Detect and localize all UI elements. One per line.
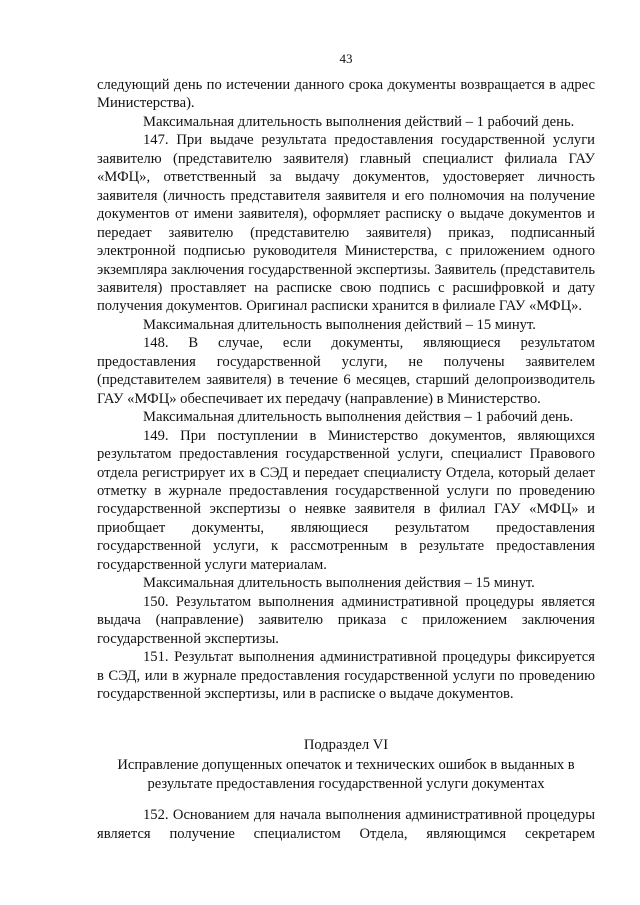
- subsection-title-line-1: Исправление допущенных опечаток и технических ошибок в выданных в: [117, 757, 575, 773]
- subsection-title-line-2: результате предоставления государственной услуги документах: [147, 776, 545, 792]
- paragraph-150: 150. Результатом выполнения административной процедуры является выдача (направление) заявителю приказа с приложением заключения государственной экспертизы.: [97, 593, 595, 647]
- paragraph-152: 152. Основанием для начала выполнения административной процедуры является получение специалистом Отдела, являющимся секретарем: [97, 807, 595, 842]
- paragraph-continuation: следующий день по истечении данного срока документы возвращается в адрес Министерства).: [97, 77, 595, 112]
- paragraph-duration-3: Максимальная длительность выполнения действия – 1 рабочий день.: [143, 409, 574, 426]
- page-number: 43: [339, 51, 353, 66]
- paragraph-151: 151. Результат выполнения административной процедуры фиксируется в СЭД, или в журнале предоставления государственной услуги по проведению государственной экспертизы, или в расписке о выдаче документов.: [97, 649, 595, 702]
- subsection-heading: [97, 736, 595, 794]
- paragraph-147: 147. При выдаче результата предоставления государственной услуги заявителю (представителю заявителя) главный специалист филиала ГАУ «МФЦ», ответственный за выдачу документов, удостоверяет личность заявителя (личность представителя заявителя и его полномочия на получение документов от имени заявителя), оформляет расписку о выдаче документов и передает заявителю (представителю заявителя) приказ, подписанный электронной подписью руководителя Министерства, с приложением одного экземпляра заключения государственной экспертизы. Заявитель (представитель заявителя) проставляет на расписке свою подпись с расшифровкой и дату получения документов. Оригинал расписки хранится в филиале ГАУ «МФЦ».: [97, 132, 595, 315]
- paragraph-duration-1: Максимальная длительность выполнения действий – 1 рабочий день.: [143, 113, 575, 130]
- document-body: [97, 76, 595, 703]
- subsection-number: Подраздел VI: [303, 737, 389, 753]
- paragraph-duration-4: Максимальная длительность выполнения действия – 15 минут.: [143, 575, 535, 592]
- paragraph-149: 149. При поступлении в Министерство документов, являющихся результатом предоставления государственной услуги, специалист Правового отдела регистрирует их в СЭД и передает специалисту Отдела, который делает отметку в журнале предоставления государственной услуги по проведению государственной экспертизы о неявке заявителя в филиал ГАУ «МФЦ» и приобщает документы, являющиеся результатом предоставления государственной услуги, к рассмотренным в результате предоставления государственной услуги материалам.: [97, 427, 595, 573]
- paragraph-148: 148. В случае, если документы, являющиеся результатом предоставления государственной услуги, не получены заявителем (представителем заявителя) в течение 6 месяцев, старший делопроизводитель ГАУ «МФЦ» обеспечивает их передачу (направление) в Министерство.: [97, 335, 595, 407]
- paragraph-duration-2: Максимальная длительность выполнения действий – 15 минут.: [143, 316, 536, 333]
- document-tail: [97, 806, 595, 844]
